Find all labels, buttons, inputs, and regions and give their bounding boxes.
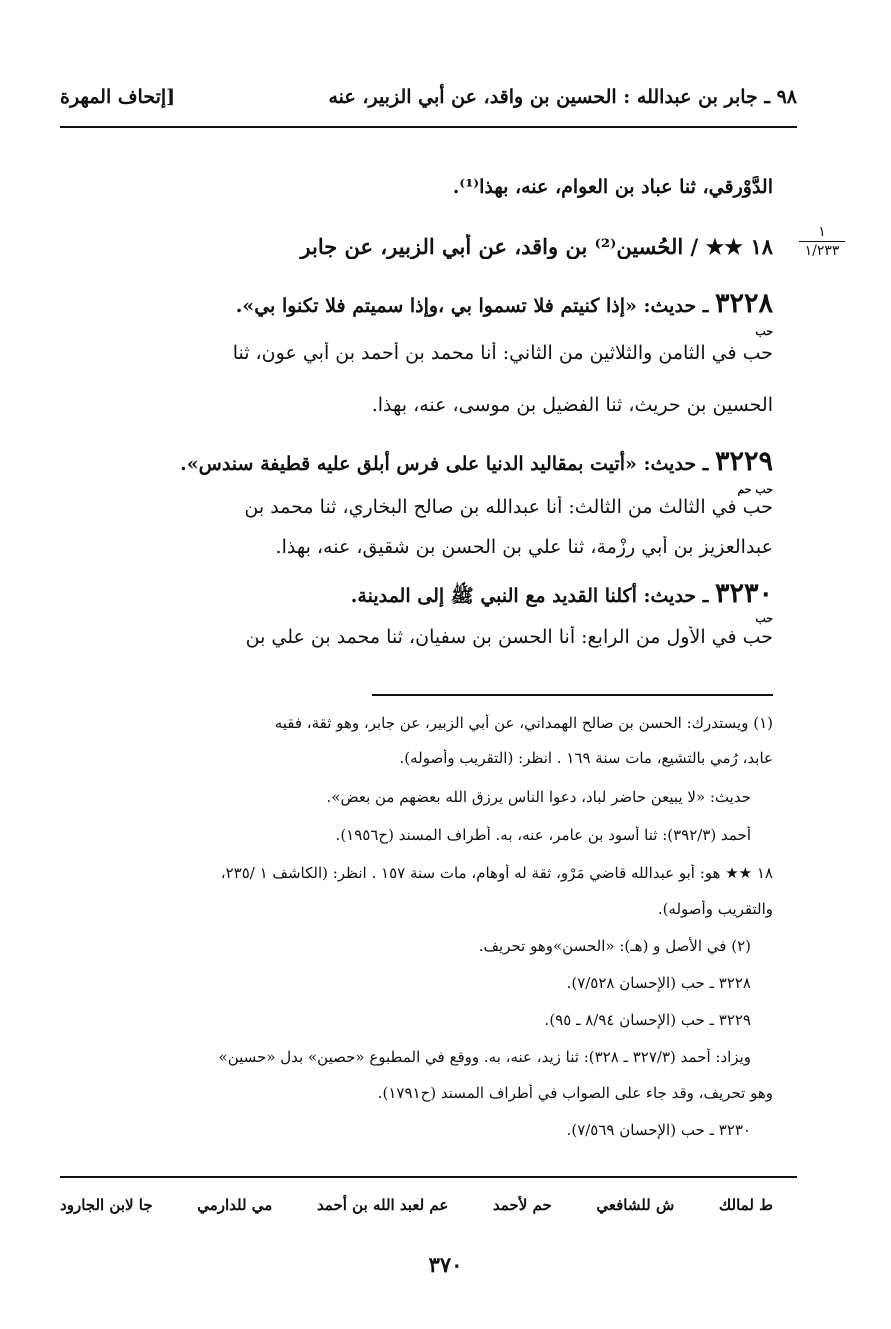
sigla-legend xyxy=(60,1196,773,1214)
hadith-3228-heading xyxy=(73,288,773,319)
hadith-text: ـ حديث: «أتيت بمقاليد الدنيا على فرس أبلق عليه قطيفة سندس». xyxy=(180,453,715,475)
legend-item: عم لعبد الله بن أحمد xyxy=(316,1196,449,1214)
hadith-text: ـ حديث: أكلنا القديد مع النبي ﷺ إلى المدينة. xyxy=(350,585,715,607)
footnote-1-cont: عابد، رُمي بالتشيع، مات سنة ١٦٩ . انظر: (التقريب وأصوله). xyxy=(399,749,773,767)
footnote-1: (١) ويستدرك: الحسن بن صالح الهمداني، عن أبي الزبير، عن جابر، وهو ثقة، فقيه xyxy=(274,714,773,732)
header-rule xyxy=(60,126,797,128)
text-line-continuation: الدَّوْرقي، ثنا عباد بن العوام، عنه، بهذا⁽¹⁾. xyxy=(452,176,773,198)
legend-item: جا لابن الجارود xyxy=(60,1196,153,1214)
source-siglum: حب xyxy=(755,612,773,625)
hadith-text: ـ حديث: «إذا كنيتم فلا تسموا بي ،وإذا سميتم فلا تكنوا بي». xyxy=(235,295,715,317)
footnote-addition-cont: وهو تحريف، وقد جاء على الصواب في أطراف المسند (ح١٧٩١). xyxy=(377,1084,773,1102)
margin-fraction-bar xyxy=(799,241,845,242)
page-number: ٣٧٠ xyxy=(428,1252,463,1277)
running-header-book: [إتحاف المهرة xyxy=(60,86,176,108)
footnote-18-cont: والتقريب وأصوله). xyxy=(657,900,773,918)
chain-heading-18: ١٨ ★★ / الحُسين⁽²⁾ بن واقد، عن أبي الزبير، عن جابر xyxy=(300,234,773,259)
footnote-3229: ٣٢٢٩ ـ حب (الإحسان ٨/٩٤ ـ ٩٥). xyxy=(544,1011,751,1029)
hadith-number: ٣٢٣٠ xyxy=(714,578,773,609)
hadith-3229-heading xyxy=(73,446,773,477)
legend-rule xyxy=(60,1176,797,1178)
footnote-rule xyxy=(372,694,773,696)
footnote-18: ١٨ ★★ هو: أبو عبدالله قاضي مَرْو، ثقة له أوهام، مات سنة ١٥٧ . انظر: (الكاشف ١ /٢٣٥، xyxy=(220,864,773,882)
legend-item: مي للدارمي xyxy=(197,1196,273,1214)
legend-item: ط لمالك xyxy=(718,1196,773,1214)
running-header-title: ٩٨ ـ جابر بن عبدالله : الحسين بن واقد، عن أبي الزبير، عنه xyxy=(328,86,797,108)
isnad-line: حب في الأول من الرابع: أنا الحسن بن سفيان، ثنا محمد بن علي بن xyxy=(245,626,773,648)
legend-item: حم لأحمد xyxy=(492,1196,552,1214)
isnad-line: حب في الثالث من الثالث: أنا عبدالله بن صالح البخاري، ثنا محمد بن xyxy=(244,496,773,518)
footnote-2: (٢) في الأصل و (هـ): «الحسن»وهو تحريف. xyxy=(478,937,751,955)
footnote-3230: ٣٢٣٠ ـ حب (الإحسان ٧/٥٦٩). xyxy=(566,1121,751,1139)
margin-volume-page: ١ ١/٢٣٣ xyxy=(793,224,851,259)
isnad-line: حب في الثامن والثلاثين من الثاني: أنا محمد بن أحمد بن أبي عون، ثنا xyxy=(232,342,773,364)
legend-item: ش للشافعي xyxy=(596,1196,675,1214)
hadith-number: ٣٢٢٨ xyxy=(714,288,773,319)
hadith-3230-heading xyxy=(73,578,773,612)
isnad-line: الحسين بن حريث، ثنا الفضيل بن موسى، عنه، بهذا. xyxy=(371,394,773,416)
source-siglum: حب حم xyxy=(737,483,773,496)
hadith-number: ٣٢٢٩ xyxy=(714,446,773,477)
source-siglum: حب xyxy=(755,325,773,338)
footnote-3228: ٣٢٢٨ ـ حب (الإحسان ٧/٥٢٨). xyxy=(566,974,751,992)
footnote-1-hadith: حديث: «لا يبيعن حاضر لباد، دعوا الناس يرزق الله بعضهم من بعض». xyxy=(326,788,751,806)
isnad-line: عبدالعزيز بن أبي رِزْمة، ثنا علي بن الحسن بن شقيق، عنه، بهذا. xyxy=(275,536,773,558)
footnote-1-ahmad: أحمد (٣٩٢/٣): ثنا أسود بن عامر، عنه، به. أطراف المسند (ح١٩٥٦). xyxy=(335,826,751,844)
footnote-addition: ويزاد: أحمد (٣٢٧/٣ ـ ٣٢٨): ثنا زيد، عنه، به. ووقع في المطبوع «حصين» بدل «حسين» xyxy=(218,1048,751,1066)
